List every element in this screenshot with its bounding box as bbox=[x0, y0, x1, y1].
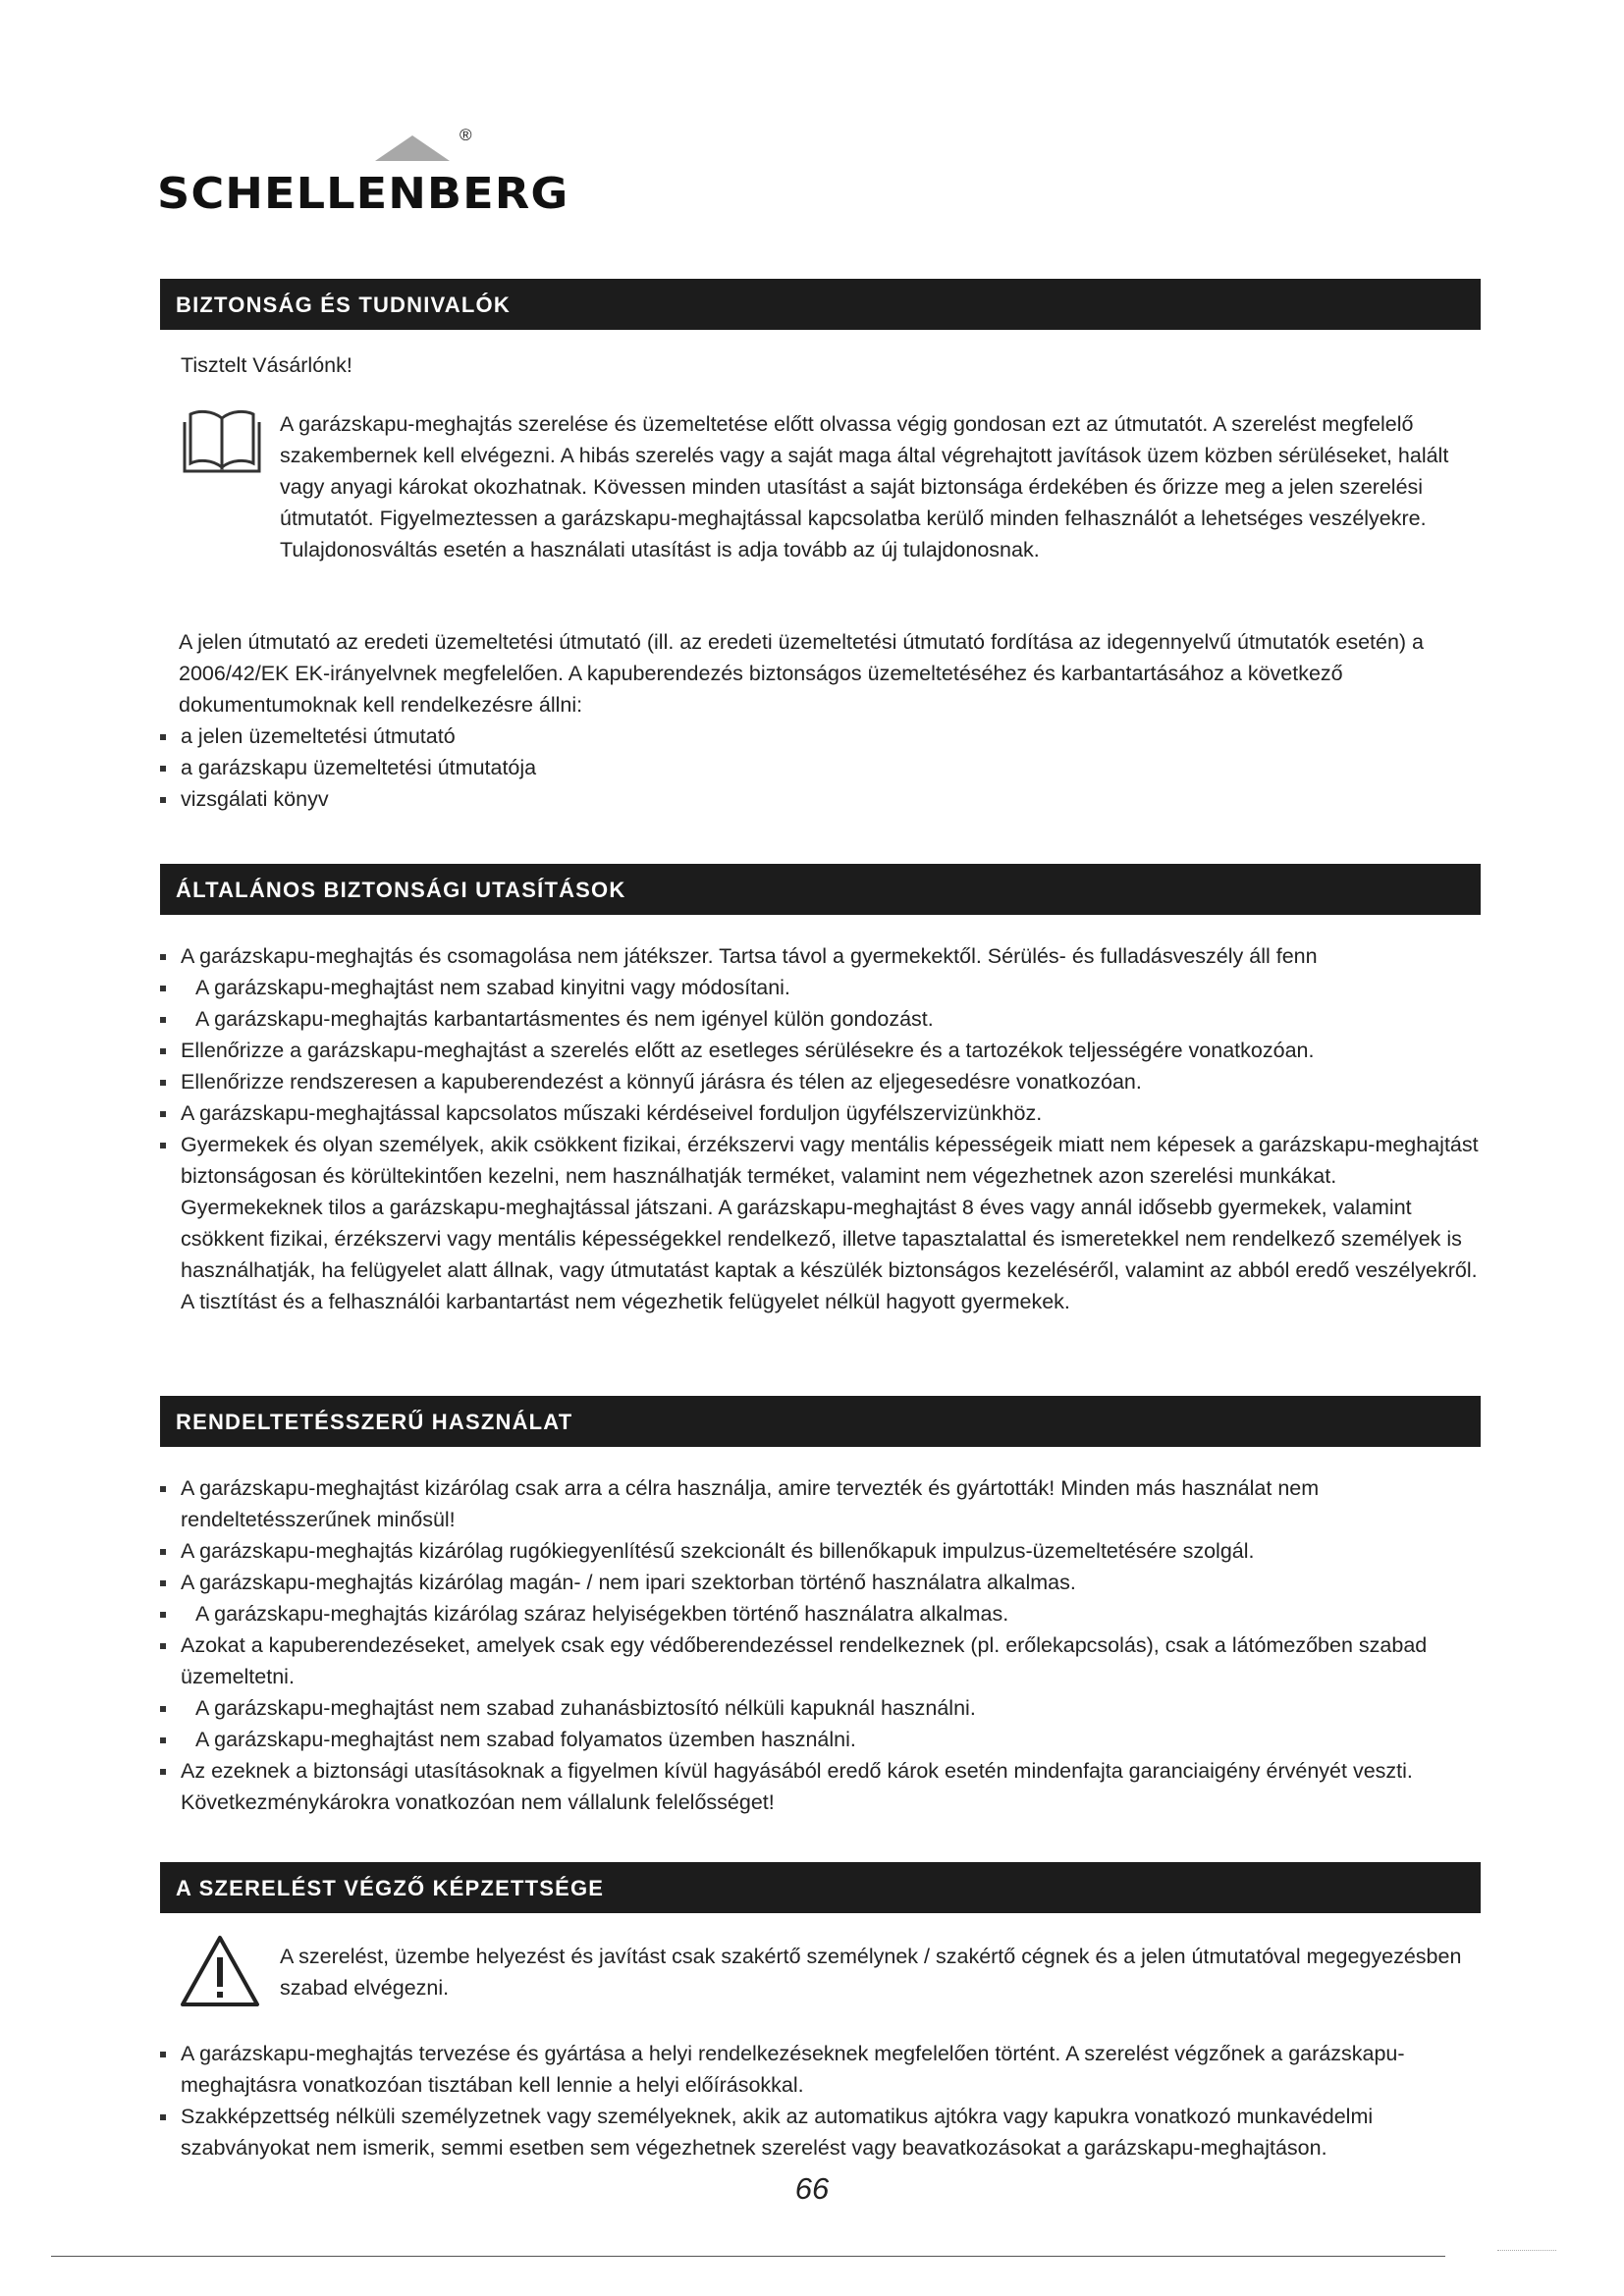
list-item: A garázskapu-meghajtást kizárólag csak arra a célra használja, amire tervezték és gyártották! Minden más használat nem rendeltetésszerűnek minősül! bbox=[160, 1472, 1481, 1535]
list-item: vizsgálati könyv bbox=[160, 783, 1483, 815]
list-item: A garázskapu-meghajtás kizárólag száraz helyiségekben történő használatra alkalmas. bbox=[160, 1598, 1481, 1629]
greeting: Tisztelt Vásárlónk! bbox=[181, 353, 352, 377]
list-item: A garázskapu-meghajtással kapcsolatos műszaki kérdéseivel forduljon ügyfélszervizünkhöz. bbox=[160, 1097, 1481, 1129]
list-item: Ellenőrizze a garázskapu-meghajtást a szerelés előtt az esetleges sérülésekre és a tartozékok teljességére vonatkozóan. bbox=[160, 1035, 1481, 1066]
warning-block bbox=[280, 1941, 1480, 2003]
list-item: Ellenőrizze rendszeresen a kapuberendezést a könnyű járásra és télen az eljegesedésre vonatkozóan. bbox=[160, 1066, 1481, 1097]
intended-use-list bbox=[160, 1472, 1481, 1818]
intro-paragraph: A jelen útmutató az eredeti üzemeltetési útmutató (ill. az eredeti üzemeltetési útmutató fordítása az idegennyelvű útmutatók esetén) a 2006/42/EK EK-irányelvnek megfelelően. A kapuberendezés biztonságos üzemeltetéséhez és karbantartásához a következő dokumentumoknak kell rendelkezésre állni: bbox=[179, 630, 1425, 717]
list-item: A garázskapu-meghajtás tervezése és gyártása a helyi rendelkezéseknek megfelelően történt. A szerelést végzőnek a garázskapu-meghajtásra vonatkozóan tisztában kell lennie a helyi előírásokkal. bbox=[160, 2038, 1481, 2101]
list-item: a garázskapu üzemeltetési útmutatója bbox=[160, 752, 1483, 783]
intro-block bbox=[179, 626, 1483, 815]
footer-divider bbox=[51, 2256, 1445, 2257]
list-item: Azokat a kapuberendezéseket, amelyek csak egy védőberendezéssel rendelkeznek (pl. erőlekapcsolás), csak a látómezőben szabad üzemeltetni. bbox=[160, 1629, 1481, 1692]
list-item: A garázskapu-meghajtás karbantartásmentes és nem igényel külön gondozást. bbox=[160, 1003, 1481, 1035]
warning-text: A szerelést, üzembe helyezést és javítást csak szakértő személynek / szakértő cégnek és a jelen útmutatóval megegyezésben szabad elvégezni. bbox=[280, 1945, 1462, 2000]
registered-mark: ® bbox=[460, 126, 472, 144]
qualification-list bbox=[160, 2038, 1481, 2163]
section-header-intended-use: RENDELTETÉSSZERŰ HASZNÁLAT bbox=[160, 1396, 1481, 1447]
roof-logo-icon bbox=[375, 135, 450, 161]
brand-name: SCHELLENBERG bbox=[157, 169, 569, 219]
schellenberg-logo bbox=[157, 126, 569, 224]
qualification-body bbox=[160, 2038, 1481, 2163]
list-item: Az ezeknek a biztonsági utasításoknak a figyelmen kívül hagyásából eredő károk esetén mindenfajta garanciaigény érvényét veszti. Következménykárokra vonatkozóan nem vállalunk felelősséget! bbox=[160, 1755, 1481, 1818]
general-safety-list bbox=[160, 940, 1481, 1317]
footer-dots bbox=[1497, 2250, 1556, 2251]
book-icon bbox=[181, 402, 263, 477]
list-item: A garázskapu-meghajtást nem szabad zuhanásbiztosító nélküli kapuknál használni. bbox=[160, 1692, 1481, 1724]
list-item: Szakképzettség nélküli személyzetnek vagy személyeknek, akik az automatikus ajtókra vagy kapukra vonatkozó munkavédelmi szabványokat nem ismerik, semmi esetben sem végezhetnek szerelést vagy beavatkozásokat a garázskapu-meghajtáson. bbox=[160, 2101, 1481, 2163]
warning-icon bbox=[179, 1934, 261, 2008]
list-item: a jelen üzemeltetési útmutató bbox=[160, 721, 1483, 752]
list-item: Gyermekek és olyan személyek, akik csökkent fizikai, érzékszervi vagy mentális képességeik miatt nem képesek a garázskapu-meghajtást biztonságosan és körültekintően kezelni, nem használhatják terméket, valamint nem végezhetnek azon szerelési munkákat. Gyermekeknek tilos a garázskapu-meghajtással játszani. A garázskapu-meghajtást 8 éves vagy annál idősebb gyermekek, valamint csökkent fizikai, érzékszervi vagy mentális képességekkel rendelkező, illetve tapasztalattal és ismeretekkel nem rendelkező személyek is használhatják, ha felügyelet alatt állnak, vagy útmutatást kaptak a készülék biztonságos kezeléséről, valamint az abból eredő veszélyekről. A tisztítást és a felhasználói karbantartást nem végezhetik felügyelet nélkül hagyott gyermekek. bbox=[160, 1129, 1481, 1317]
page-number: 66 bbox=[794, 2171, 830, 2206]
list-item: A garázskapu-meghajtást nem szabad folyamatos üzemben használni. bbox=[160, 1724, 1481, 1755]
section-header-safety: BIZTONSÁG ÉS TUDNIVALÓK bbox=[160, 279, 1481, 330]
list-item: A garázskapu-meghajtást nem szabad kinyitni vagy módosítani. bbox=[160, 972, 1481, 1003]
list-item: A garázskapu-meghajtás kizárólag rugókiegyenlítésű szekcionált és billenőkapuk impulzus-üzemeltetésére szolgál. bbox=[160, 1535, 1481, 1567]
intended-use-body bbox=[160, 1472, 1481, 1818]
manual-notice bbox=[280, 408, 1480, 565]
list-item: A garázskapu-meghajtás és csomagolása nem játékszer. Tartsa távol a gyermekektől. Sérülés- és fulladásveszély áll fenn bbox=[160, 940, 1481, 972]
section-header-general-safety: ÁLTALÁNOS BIZTONSÁGI UTASÍTÁSOK bbox=[160, 864, 1481, 915]
required-documents-list bbox=[160, 721, 1483, 815]
general-safety-body bbox=[160, 940, 1481, 1317]
list-item: A garázskapu-meghajtás kizárólag magán- / nem ipari szektorban történő használatra alkalmas. bbox=[160, 1567, 1481, 1598]
manual-notice-text: A garázskapu-meghajtás szerelése és üzemeltetése előtt olvassa végig gondosan ezt az útmutatót. A szerelést megfelelő szakembernek kell elvégezni. A hibás szerelés vagy a saját maga által végrehajtott javítások üzem közben sérüléseket, halált vagy anyagi károkat okozhatnak. Kövessen minden utasítást a saját biztonsága érdekében és őrizze meg a jelen szerelési útmutatót. Figyelmeztessen a garázskapu-meghajtással kapcsolatba kerülő minden felhasználót a lehetséges veszélyekre. Tulajdonosváltás esetén a használati utasítást is adja tovább az új tulajdonosnak. bbox=[280, 412, 1449, 561]
section-header-installer-qualification: A SZERELÉST VÉGZŐ KÉPZETTSÉGE bbox=[160, 1862, 1481, 1913]
